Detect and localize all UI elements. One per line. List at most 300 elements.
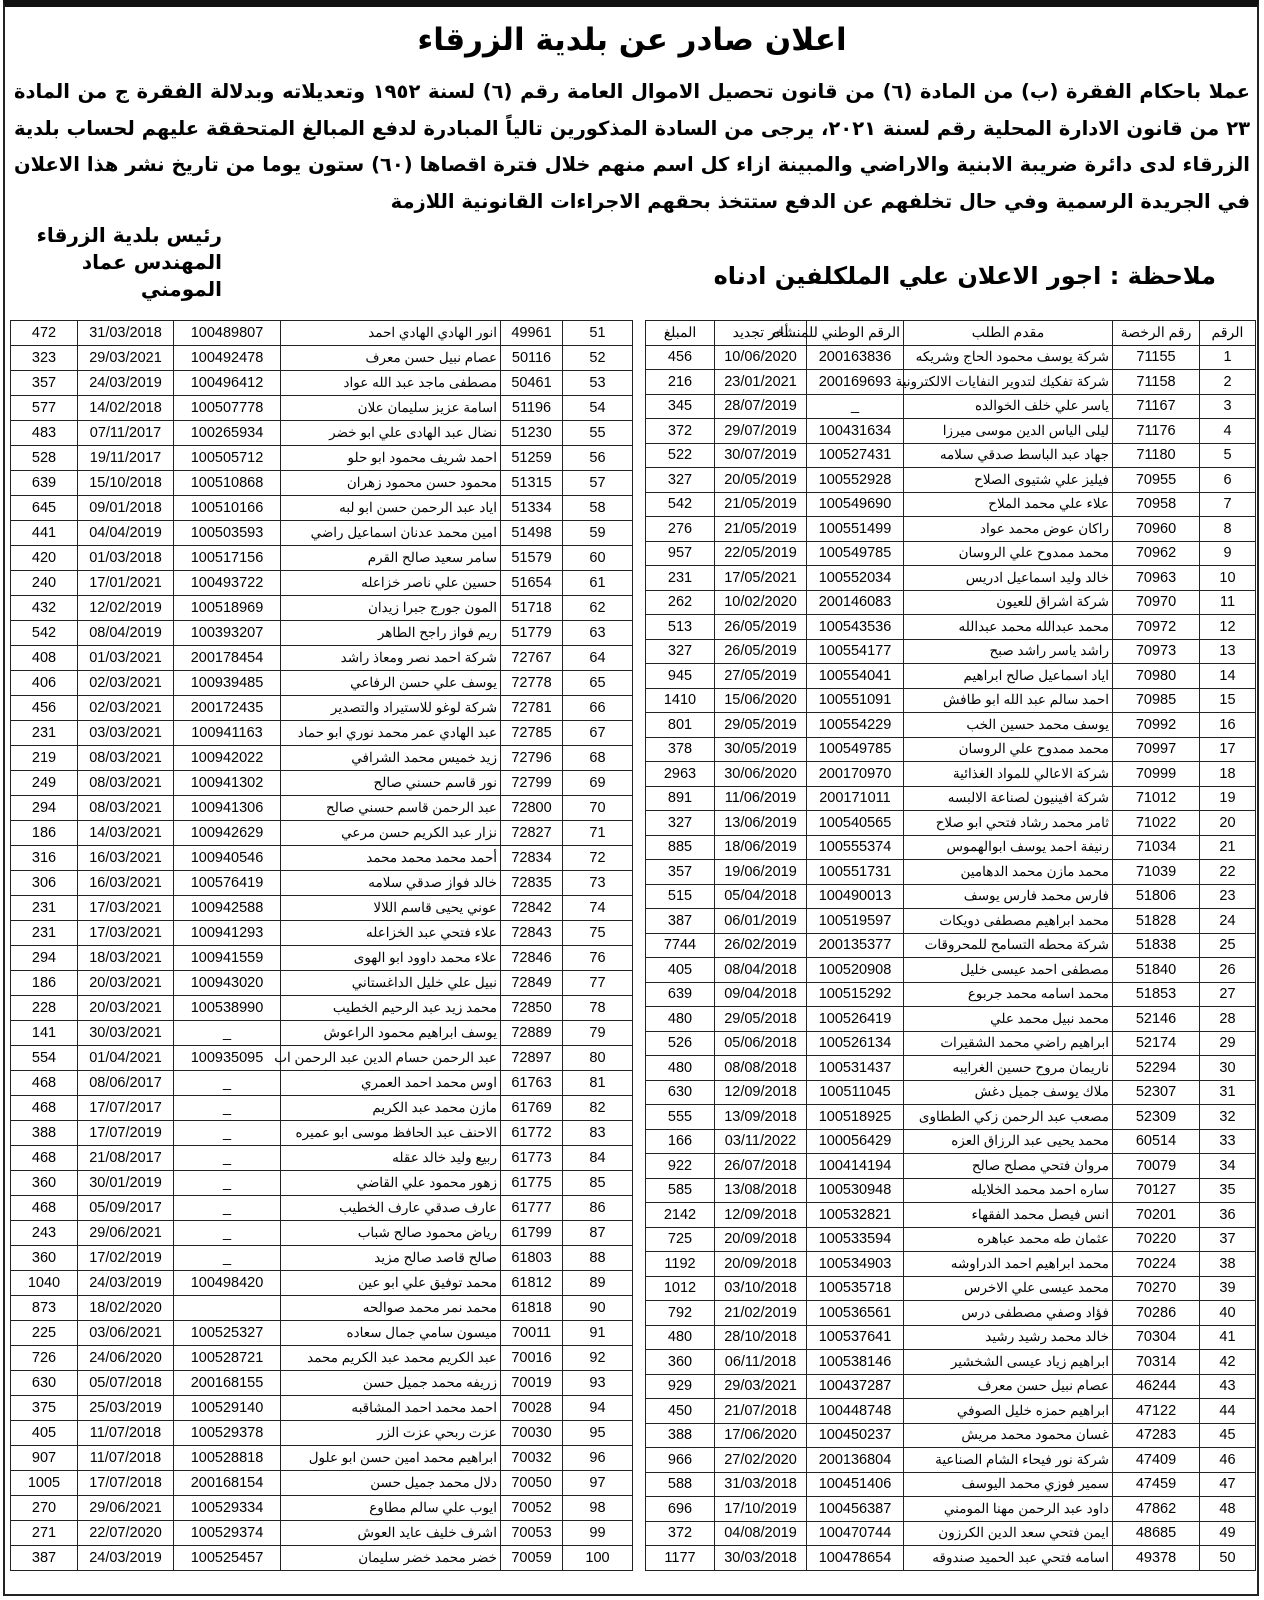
applicant-name: سامر سعيد صالح القرم xyxy=(281,546,501,571)
license-number: 51315 xyxy=(501,471,563,496)
license-number: 52146 xyxy=(1113,1007,1200,1032)
amount: 630 xyxy=(646,1080,715,1105)
amount: 480 xyxy=(646,1325,715,1350)
amount: 270 xyxy=(11,1496,78,1521)
license-number: 70059 xyxy=(501,1546,563,1571)
last-renewal: 24/03/2019 xyxy=(78,1546,174,1571)
table-row xyxy=(646,443,1256,468)
applicant-name: اياد عبد الرحمن حسن ابو لبه xyxy=(281,496,501,521)
license-number: 70304 xyxy=(1113,1325,1200,1350)
table-row xyxy=(646,468,1256,493)
last-renewal: 30/07/2019 xyxy=(715,443,807,468)
table-row xyxy=(11,596,633,621)
license-number: 70011 xyxy=(501,1321,563,1346)
table-row xyxy=(646,1374,1256,1399)
national-id: 100265934 xyxy=(174,421,281,446)
national-id: 100552928 xyxy=(807,468,904,493)
applicant-name: غسان محمود محمد مريش xyxy=(904,1423,1113,1448)
row-number: 34 xyxy=(1200,1154,1256,1179)
row-number: 100 xyxy=(563,1546,633,1571)
table-header xyxy=(646,321,1256,346)
national-id: 100498420 xyxy=(174,1271,281,1296)
row-number: 39 xyxy=(1200,1276,1256,1301)
amount: 231 xyxy=(646,566,715,591)
national-id: 100549785 xyxy=(807,541,904,566)
row-number: 11 xyxy=(1200,590,1256,615)
license-number: 70220 xyxy=(1113,1227,1200,1252)
row-number: 62 xyxy=(563,596,633,621)
national-id: 100450237 xyxy=(807,1423,904,1448)
table-row xyxy=(11,1446,633,1471)
amount: 1005 xyxy=(11,1471,78,1496)
amount: 907 xyxy=(11,1446,78,1471)
license-number: 72796 xyxy=(501,746,563,771)
amount: 725 xyxy=(646,1227,715,1252)
table-row xyxy=(646,1007,1256,1032)
table-row xyxy=(11,346,633,371)
table-row xyxy=(646,1227,1256,1252)
last-renewal: 21/02/2019 xyxy=(715,1301,807,1326)
row-number: 44 xyxy=(1200,1399,1256,1424)
license-number: 70030 xyxy=(501,1421,563,1446)
national-id: 100941163 xyxy=(174,721,281,746)
applicant-name: محمد ابراهيم احمد الدراوشه xyxy=(904,1252,1113,1277)
row-number: 49 xyxy=(1200,1521,1256,1546)
amount: 372 xyxy=(646,419,715,444)
amount: 276 xyxy=(646,517,715,542)
applicant-name: نزار عبد الكريم حسن مرعي xyxy=(281,821,501,846)
signature-name: المهندس عماد المومني xyxy=(81,250,222,301)
national-id: 100554041 xyxy=(807,664,904,689)
national-id: 100935095 xyxy=(174,1046,281,1071)
license-number: 71180 xyxy=(1113,443,1200,468)
announcement-title: اعلان صادر عن بلدية الزرقاء xyxy=(417,22,847,58)
table-row xyxy=(646,492,1256,517)
license-number: 70019 xyxy=(501,1371,563,1396)
table-row xyxy=(11,1496,633,1521)
last-renewal: 17/06/2020 xyxy=(715,1423,807,1448)
amount: 262 xyxy=(646,590,715,615)
table-row xyxy=(646,1423,1256,1448)
last-renewal: 21/05/2019 xyxy=(715,517,807,542)
national-id: 100536561 xyxy=(807,1301,904,1326)
amount: 456 xyxy=(11,696,78,721)
table-row xyxy=(646,762,1256,787)
amount: 387 xyxy=(11,1546,78,1571)
amount: 186 xyxy=(11,821,78,846)
applicant-name: شركة اشراق للعيون xyxy=(904,590,1113,615)
amount: 357 xyxy=(646,860,715,885)
applicant-name: ايوب علي سالم مطاوع xyxy=(281,1496,501,1521)
row-number: 70 xyxy=(563,796,633,821)
amount: 542 xyxy=(11,621,78,646)
table-row xyxy=(11,1396,633,1421)
row-number: 51 xyxy=(563,321,633,346)
last-renewal: 29/05/2018 xyxy=(715,1007,807,1032)
amount: 873 xyxy=(11,1296,78,1321)
license-number: 51838 xyxy=(1113,933,1200,958)
amount: 555 xyxy=(646,1105,715,1130)
amount: 387 xyxy=(646,909,715,934)
row-number: 35 xyxy=(1200,1178,1256,1203)
table-row xyxy=(646,370,1256,395)
national-id: 100505712 xyxy=(174,446,281,471)
national-id: 100518969 xyxy=(174,596,281,621)
last-renewal: 24/06/2020 xyxy=(78,1346,174,1371)
applicant-name: محمد مازن محمد الدهامين xyxy=(904,860,1113,885)
last-renewal: 29/03/2021 xyxy=(78,346,174,371)
applicant-name: محمد يحيى عبد الرزاق العزه xyxy=(904,1129,1113,1154)
applicant-name: احمد سالم عبد الله ابو طافش xyxy=(904,688,1113,713)
national-id: 200146083 xyxy=(807,590,904,615)
applicant-name: اسامه فتحي عبد الحميد صندوقه xyxy=(904,1546,1113,1571)
national-id: 100470744 xyxy=(807,1521,904,1546)
row-number: 30 xyxy=(1200,1056,1256,1081)
last-renewal: 13/09/2018 xyxy=(715,1105,807,1130)
amount: 480 xyxy=(646,1056,715,1081)
last-renewal: 13/06/2019 xyxy=(715,811,807,836)
table-row xyxy=(646,419,1256,444)
applicant-name: شركة محطه التسامح للمحروقات xyxy=(904,933,1113,958)
applicant-name: مصطفى ماجد عبد الله عواد xyxy=(281,371,501,396)
applicant-name: عبد الكريم محمد عبد الكريم محمد xyxy=(281,1346,501,1371)
applicant-name: محمد عيسى علي الاخرس xyxy=(904,1276,1113,1301)
national-id: 100451406 xyxy=(807,1472,904,1497)
applicant-name: عوني يحيى قاسم اللالا xyxy=(281,896,501,921)
license-number: 49378 xyxy=(1113,1546,1200,1571)
amount: 441 xyxy=(11,521,78,546)
amount: 554 xyxy=(11,1046,78,1071)
last-renewal: 22/05/2019 xyxy=(715,541,807,566)
last-renewal: 09/01/2018 xyxy=(78,496,174,521)
license-number: 71012 xyxy=(1113,786,1200,811)
amount: 468 xyxy=(11,1146,78,1171)
amount: 271 xyxy=(11,1521,78,1546)
license-number: 72842 xyxy=(501,896,563,921)
amount: 388 xyxy=(11,1121,78,1146)
license-number: 47862 xyxy=(1113,1497,1200,1522)
national-id: 100503593 xyxy=(174,521,281,546)
applicant-name: يوسف محمد حسين الخب xyxy=(904,713,1113,738)
applicant-name: شركة افينيون لصناعة الالبسه xyxy=(904,786,1113,811)
table-row xyxy=(11,821,633,846)
table-row xyxy=(11,621,633,646)
amount: 432 xyxy=(11,596,78,621)
row-number: 7 xyxy=(1200,492,1256,517)
national-id: 100529378 xyxy=(174,1421,281,1446)
applicant-name: نور قاسم حسني صالح xyxy=(281,771,501,796)
national-id: 100511045 xyxy=(807,1080,904,1105)
last-renewal: 16/03/2021 xyxy=(78,871,174,896)
row-number: 13 xyxy=(1200,639,1256,664)
license-number: 72778 xyxy=(501,671,563,696)
table-row xyxy=(11,871,633,896)
applicant-name: راشد ياسر راشد صبح xyxy=(904,639,1113,664)
applicant-name: امين محمد عدنان اسماعيل راضي xyxy=(281,521,501,546)
national-id: 100554229 xyxy=(807,713,904,738)
last-renewal: 22/07/2020 xyxy=(78,1521,174,1546)
national-id: 100518925 xyxy=(807,1105,904,1130)
last-renewal: 21/05/2019 xyxy=(715,492,807,517)
last-renewal: 24/03/2019 xyxy=(78,371,174,396)
table-row xyxy=(11,521,633,546)
last-renewal: 12/02/2019 xyxy=(78,596,174,621)
row-number: 52 xyxy=(563,346,633,371)
last-renewal: 05/07/2018 xyxy=(78,1371,174,1396)
national-id: 100489807 xyxy=(174,321,281,346)
national-id: 100533594 xyxy=(807,1227,904,1252)
license-number: 61799 xyxy=(501,1221,563,1246)
last-renewal: 26/07/2018 xyxy=(715,1154,807,1179)
table-row xyxy=(11,1321,633,1346)
license-number: 72767 xyxy=(501,646,563,671)
national-id: _ xyxy=(807,394,904,419)
amount: 1177 xyxy=(646,1546,715,1571)
national-id: 100576419 xyxy=(174,871,281,896)
amount: 357 xyxy=(11,371,78,396)
license-number: 70958 xyxy=(1113,492,1200,517)
last-renewal: 20/09/2018 xyxy=(715,1227,807,1252)
national-id: 100529374 xyxy=(174,1521,281,1546)
last-renewal: 03/11/2022 xyxy=(715,1129,807,1154)
national-id: 100493722 xyxy=(174,571,281,596)
last-renewal: 02/03/2021 xyxy=(78,696,174,721)
last-renewal: 24/03/2019 xyxy=(78,1271,174,1296)
amount: 966 xyxy=(646,1448,715,1473)
signature xyxy=(22,222,222,303)
row-number: 19 xyxy=(1200,786,1256,811)
national-id: 200172435 xyxy=(174,696,281,721)
applicant-name: شركة نور فيحاء الشام الصناعية xyxy=(904,1448,1113,1473)
row-number: 46 xyxy=(1200,1448,1256,1473)
table-row xyxy=(11,696,633,721)
applicant-name: اياد اسماعيل صالح ابراهيم xyxy=(904,664,1113,689)
license-number: 50116 xyxy=(501,346,563,371)
national-id: 100525457 xyxy=(174,1546,281,1571)
license-number: 70962 xyxy=(1113,541,1200,566)
license-number: 70032 xyxy=(501,1446,563,1471)
national-id: 100507778 xyxy=(174,396,281,421)
last-renewal: 23/01/2021 xyxy=(715,370,807,395)
row-number: 89 xyxy=(563,1271,633,1296)
applicant-name: ملاك يوسف جميل دغش xyxy=(904,1080,1113,1105)
national-id: 100537641 xyxy=(807,1325,904,1350)
amount: 249 xyxy=(11,771,78,796)
national-id: _ xyxy=(174,1021,281,1046)
license-number: 51840 xyxy=(1113,958,1200,983)
national-id: 100531437 xyxy=(807,1056,904,1081)
table-row xyxy=(646,639,1256,664)
amount: 225 xyxy=(11,1321,78,1346)
table-row xyxy=(646,1521,1256,1546)
national-id: 100528721 xyxy=(174,1346,281,1371)
amount: 885 xyxy=(646,835,715,860)
license-number: 51779 xyxy=(501,621,563,646)
license-number: 70973 xyxy=(1113,639,1200,664)
applicant-name: علاء فتحي عبد الخزاعله xyxy=(281,921,501,946)
table-row xyxy=(646,1056,1256,1081)
license-number: 70980 xyxy=(1113,664,1200,689)
last-renewal: 28/07/2019 xyxy=(715,394,807,419)
amount: 468 xyxy=(11,1071,78,1096)
license-number: 51718 xyxy=(501,596,563,621)
table-row xyxy=(646,688,1256,713)
table-row xyxy=(11,1096,633,1121)
table-row xyxy=(11,946,633,971)
last-renewal: 30/03/2021 xyxy=(78,1021,174,1046)
applicant-name: زريفه محمد جميل حسن xyxy=(281,1371,501,1396)
amount: 420 xyxy=(11,546,78,571)
amount: 388 xyxy=(646,1423,715,1448)
table-row xyxy=(11,446,633,471)
row-number: 50 xyxy=(1200,1546,1256,1571)
table-row xyxy=(11,896,633,921)
table-row xyxy=(11,1471,633,1496)
applicant-name: محمد نبيل محمد علي xyxy=(904,1007,1113,1032)
row-number: 37 xyxy=(1200,1227,1256,1252)
national-id: 100437287 xyxy=(807,1374,904,1399)
amount: 468 xyxy=(11,1196,78,1221)
row-number: 82 xyxy=(563,1096,633,1121)
license-number: 70963 xyxy=(1113,566,1200,591)
license-number: 51806 xyxy=(1113,884,1200,909)
last-renewal: 20/05/2019 xyxy=(715,468,807,493)
table-row xyxy=(646,541,1256,566)
amount: 7744 xyxy=(646,933,715,958)
table-row xyxy=(646,517,1256,542)
national-id: 100540565 xyxy=(807,811,904,836)
license-number: 61803 xyxy=(501,1246,563,1271)
table-row xyxy=(11,546,633,571)
amount: 588 xyxy=(646,1472,715,1497)
applicant-name: نبيل علي خليل الداغستاني xyxy=(281,971,501,996)
row-number: 27 xyxy=(1200,982,1256,1007)
license-number: 70201 xyxy=(1113,1203,1200,1228)
amount: 630 xyxy=(11,1371,78,1396)
amount: 1410 xyxy=(646,688,715,713)
table-row xyxy=(646,1080,1256,1105)
table-row xyxy=(11,771,633,796)
table-row xyxy=(646,737,1256,762)
license-number: 51230 xyxy=(501,421,563,446)
row-number: 33 xyxy=(1200,1129,1256,1154)
last-renewal: 29/03/2021 xyxy=(715,1374,807,1399)
national-id: 100528818 xyxy=(174,1446,281,1471)
national-id: 100555374 xyxy=(807,835,904,860)
row-number: 97 xyxy=(563,1471,633,1496)
row-number: 25 xyxy=(1200,933,1256,958)
row-number: 59 xyxy=(563,521,633,546)
last-renewal: 20/09/2018 xyxy=(715,1252,807,1277)
last-renewal: 01/03/2018 xyxy=(78,546,174,571)
national-id: 100534903 xyxy=(807,1252,904,1277)
license-number: 70224 xyxy=(1113,1252,1200,1277)
table-row xyxy=(11,846,633,871)
last-renewal: 08/08/2018 xyxy=(715,1056,807,1081)
amount: 378 xyxy=(646,737,715,762)
last-renewal: 27/05/2019 xyxy=(715,664,807,689)
row-number: 38 xyxy=(1200,1252,1256,1277)
applicant-name: خالد فواز صدقي سلامه xyxy=(281,871,501,896)
amount: 2963 xyxy=(646,762,715,787)
license-number: 70970 xyxy=(1113,590,1200,615)
last-renewal: 14/03/2021 xyxy=(78,821,174,846)
last-renewal: 17/07/2017 xyxy=(78,1096,174,1121)
amount: 480 xyxy=(646,1007,715,1032)
national-id: _ xyxy=(174,1121,281,1146)
table-row xyxy=(646,860,1256,885)
last-renewal: 08/06/2017 xyxy=(78,1071,174,1096)
amount: 801 xyxy=(646,713,715,738)
row-number: 71 xyxy=(563,821,633,846)
row-number: 83 xyxy=(563,1121,633,1146)
table-row xyxy=(646,933,1256,958)
last-renewal: 31/03/2018 xyxy=(78,321,174,346)
national-id: 200169693 xyxy=(807,370,904,395)
row-number: 76 xyxy=(563,946,633,971)
applicant-name: رياض محمود صالح شباب xyxy=(281,1221,501,1246)
license-number: 70270 xyxy=(1113,1276,1200,1301)
amount: 228 xyxy=(11,996,78,1021)
table-row xyxy=(646,1203,1256,1228)
license-number: 70960 xyxy=(1113,517,1200,542)
table-row xyxy=(11,671,633,696)
row-number: 31 xyxy=(1200,1080,1256,1105)
license-number: 61818 xyxy=(501,1296,563,1321)
applicant-name: ساره احمد محمد الخلايله xyxy=(904,1178,1113,1203)
row-number: 1 xyxy=(1200,345,1256,370)
last-renewal: 17/05/2021 xyxy=(715,566,807,591)
applicant-name: عبد الهادي عمر محمد نوري ابو حماد xyxy=(281,721,501,746)
row-number: 8 xyxy=(1200,517,1256,542)
applicant-name: احمد محمد احمد المشاقبه xyxy=(281,1396,501,1421)
license-number: 71022 xyxy=(1113,811,1200,836)
national-id: _ xyxy=(174,1221,281,1246)
table-row xyxy=(646,1276,1256,1301)
amount: 1012 xyxy=(646,1276,715,1301)
amount: 306 xyxy=(11,871,78,896)
table-row xyxy=(646,1154,1256,1179)
table-row xyxy=(11,321,633,346)
table-row xyxy=(11,496,633,521)
last-renewal: 29/07/2019 xyxy=(715,419,807,444)
license-number: 61775 xyxy=(501,1171,563,1196)
amount: 922 xyxy=(646,1154,715,1179)
row-number: 72 xyxy=(563,846,633,871)
last-renewal: 06/11/2018 xyxy=(715,1350,807,1375)
row-number: 78 xyxy=(563,996,633,1021)
row-number: 86 xyxy=(563,1196,633,1221)
license-number: 72849 xyxy=(501,971,563,996)
last-renewal: 26/05/2019 xyxy=(715,615,807,640)
row-number: 53 xyxy=(563,371,633,396)
national-id: 100456387 xyxy=(807,1497,904,1522)
national-id: _ xyxy=(174,1146,281,1171)
row-number: 22 xyxy=(1200,860,1256,885)
amount: 945 xyxy=(646,664,715,689)
amount: 345 xyxy=(646,394,715,419)
license-number: 72799 xyxy=(501,771,563,796)
national-id: 100519597 xyxy=(807,909,904,934)
last-renewal: 05/09/2017 xyxy=(78,1196,174,1221)
last-renewal: 21/08/2017 xyxy=(78,1146,174,1171)
table-row xyxy=(11,1021,633,1046)
table-row xyxy=(11,1371,633,1396)
amount: 929 xyxy=(646,1374,715,1399)
national-id: 100941302 xyxy=(174,771,281,796)
table-row xyxy=(646,1448,1256,1473)
national-id: 100942629 xyxy=(174,821,281,846)
